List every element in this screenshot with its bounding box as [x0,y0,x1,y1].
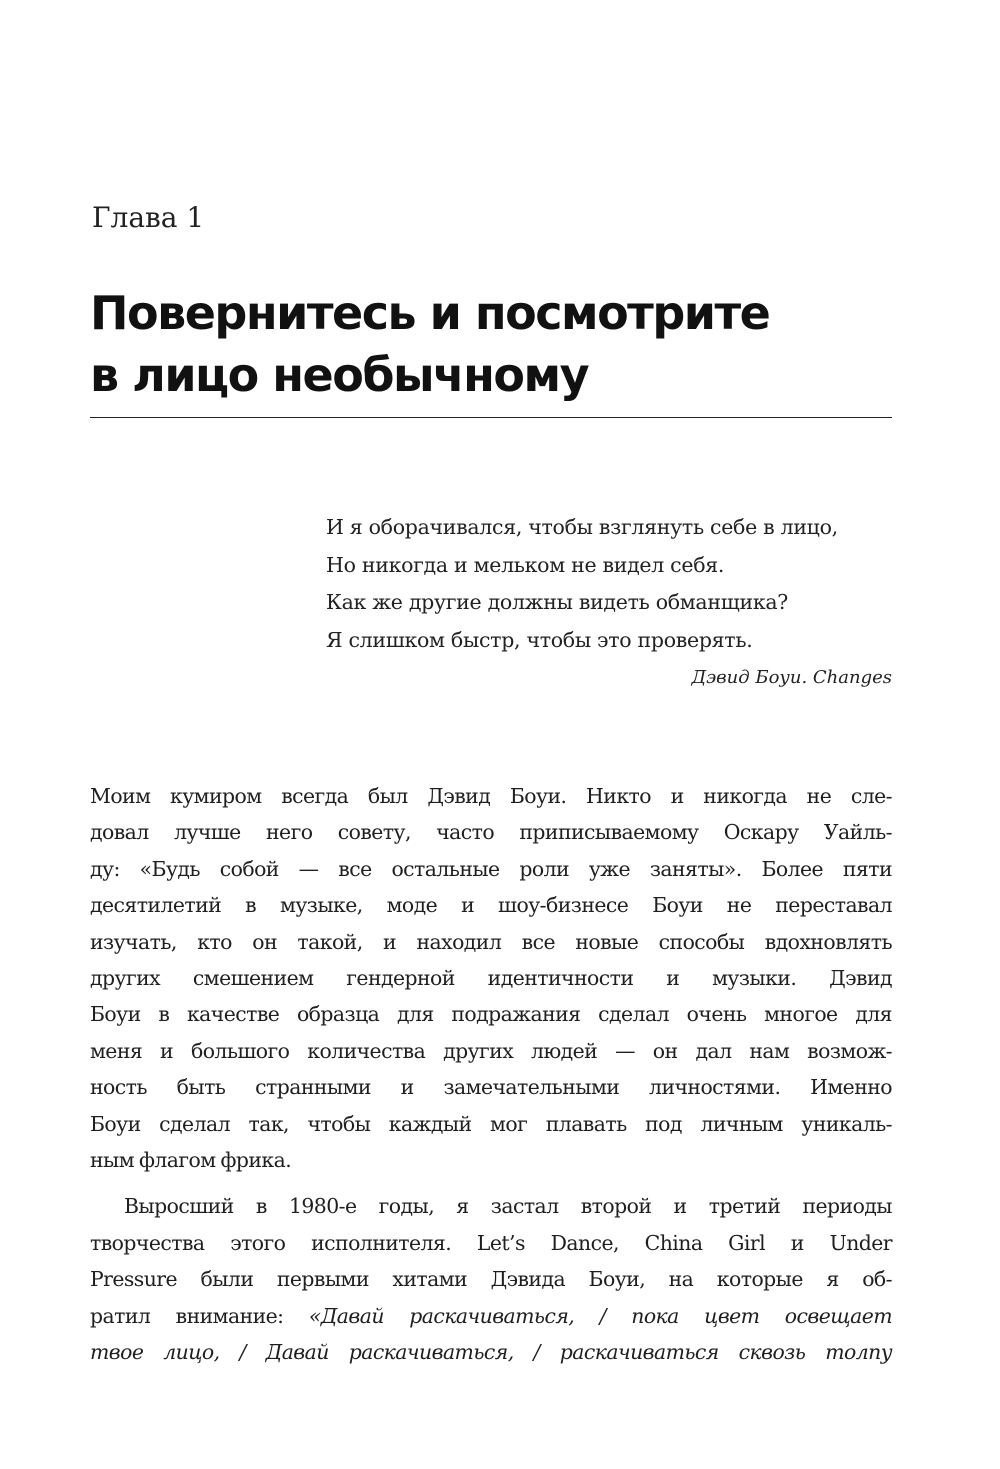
text-line: Pressure были первыми хитами Дэвида Боуи, на которые я об- [90,1267,892,1292]
text-line [90,1298,892,1334]
epigraph [326,509,892,659]
text-line: изучать, кто он такой, и находил все новые способы вдохновлять [90,929,892,954]
title-divider [90,417,892,418]
text-line: ным флагом фрика. [90,1148,292,1173]
chapter-title-line: Повернитесь и посмотрите [90,286,770,340]
text-line: других смешением гендерной идентичности и музыки. Дэвид [90,966,892,991]
epigraph-attribution: Дэвид Боуи. Changes [691,667,892,688]
text-line: Боуи в качестве образца для подражания сделал очень многое для [90,1002,892,1027]
chapter-title-line: в лицо необычному [90,348,589,402]
epigraph-line: И я оборачивался, чтобы взглянуть себе в лицо, [326,515,838,539]
text-line: довал лучше него совету, часто приписываемому Оскару Уайль- [90,820,892,845]
body-text [90,778,892,1371]
paragraph-gap [90,1178,892,1188]
paragraph [90,778,892,1178]
chapter-label: Глава 1 [92,201,205,234]
paragraph [90,1188,892,1370]
lyric-quote: «Давай раскачиваться, / пока цвет освещает [308,1303,892,1328]
chapter-title [90,282,910,406]
epigraph-line: Как же другие должны видеть обманщика? [326,590,788,614]
text-line: ность быть странными и замечательными личностями. Именно [90,1075,892,1100]
text-line: десятилетий в музыке, моде и шоу-бизнесе Боуи не переставал [90,893,892,918]
text-segment: ратил внимание: [90,1303,309,1328]
text-line: творчества этого исполнителя. Let’s Dance, China Girl и Under [90,1230,892,1255]
epigraph-line: Но никогда и мельком не видел себя. [326,552,725,577]
text-line: Боуи сделал так, чтобы каждый мог плавать под личным уникаль- [90,1111,892,1136]
lyric-quote-line: твое лицо, / Давай раскачиваться, / раскачиваться сквозь толпу [90,1340,892,1365]
epigraph-line: Я слишком быстр, чтобы это проверять. [326,627,753,652]
text-line: Выросший в 1980-е годы, я застал второй и третий периоды [124,1194,892,1219]
text-line: Моим кумиром всегда был Дэвид Боуи. Никто и никогда не сле- [90,784,892,808]
text-line: ду: «Будь собой — все остальные роли уже заняты». Более пяти [90,856,892,881]
text-line: меня и большого количества других людей — он дал нам возмож- [90,1038,892,1063]
